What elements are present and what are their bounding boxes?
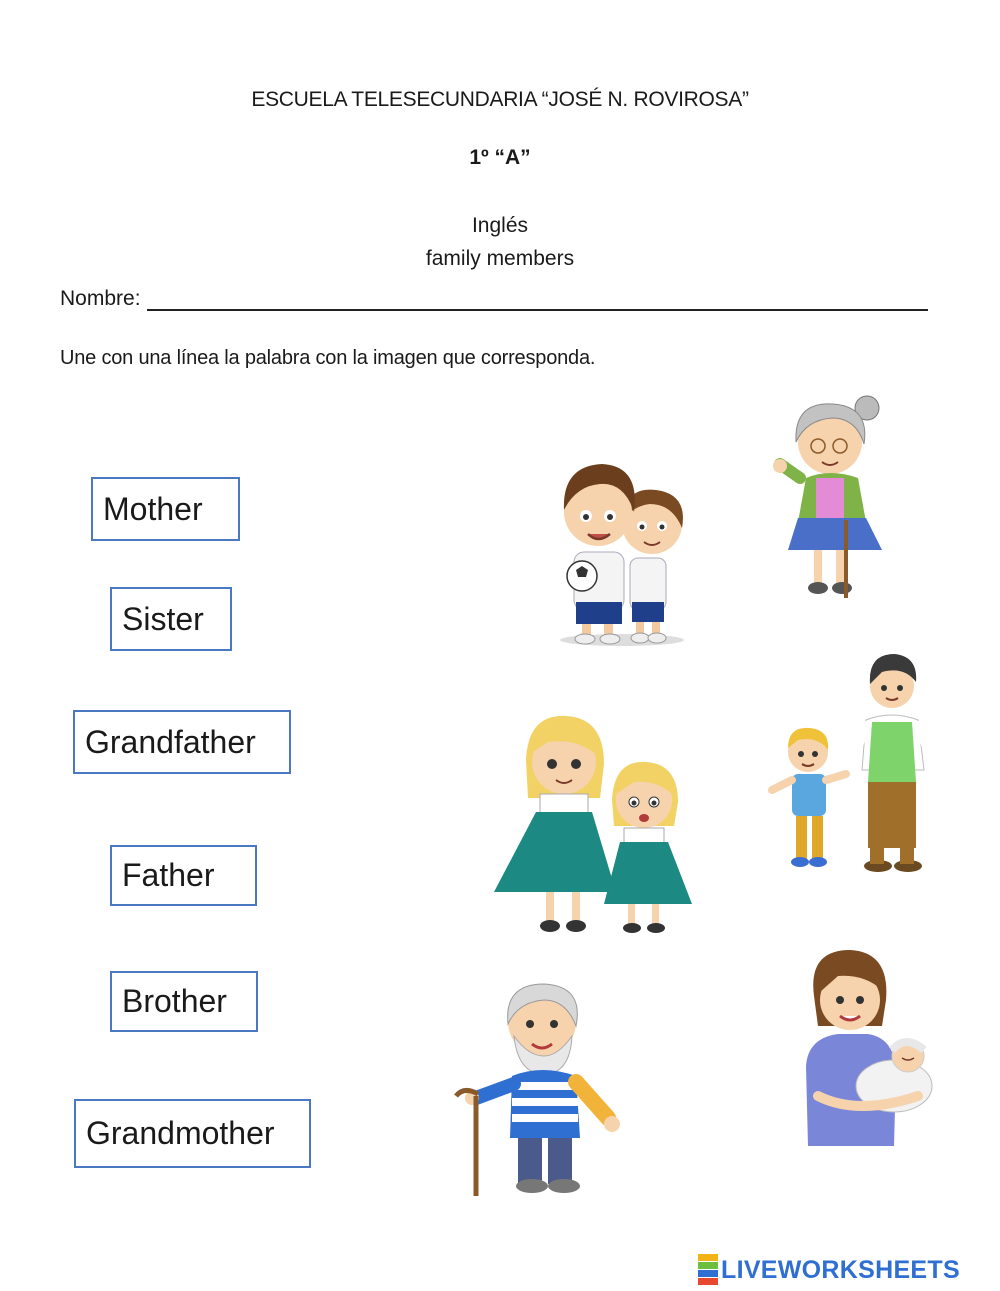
grandfather-picture[interactable] [448,978,638,1202]
school-name: ESCUELA TELESECUNDARIA “JOSÉ N. ROVIROSA” [251,88,749,111]
mother-with-baby-picture[interactable] [798,946,943,1158]
word-box-mother[interactable] [91,477,240,541]
word-label: Grandfather [85,723,256,760]
brothers-picture[interactable] [552,452,702,652]
name-row [60,281,928,311]
word-box-father[interactable] [110,845,257,906]
liveworksheets-logo [698,1254,960,1286]
logo-mark-icon [698,1254,718,1286]
word-label: Grandmother [86,1115,275,1151]
logo-text: LIVEWORKSHEETS [721,1255,960,1284]
grandmother-picture[interactable] [770,392,890,604]
word-label: Brother [122,983,227,1019]
word-label: Sister [122,600,204,637]
word-label: Mother [103,490,203,527]
father-and-son-picture[interactable] [758,650,948,880]
grade-group: 1º “A” [469,146,531,169]
word-box-sister[interactable] [110,587,232,651]
subject-title: Inglés [471,214,529,237]
word-box-grandfather[interactable] [73,710,291,774]
sisters-picture[interactable] [488,708,708,940]
name-label: Nombre: [60,287,141,310]
name-line[interactable] [147,289,928,311]
word-box-brother[interactable] [110,971,258,1032]
word-box-grandmother[interactable] [74,1099,311,1168]
topic-title: family members [425,247,575,270]
instruction-text: Une con una línea la palabra con la imagen que corresponda. [60,347,596,369]
word-label: Father [122,857,215,893]
